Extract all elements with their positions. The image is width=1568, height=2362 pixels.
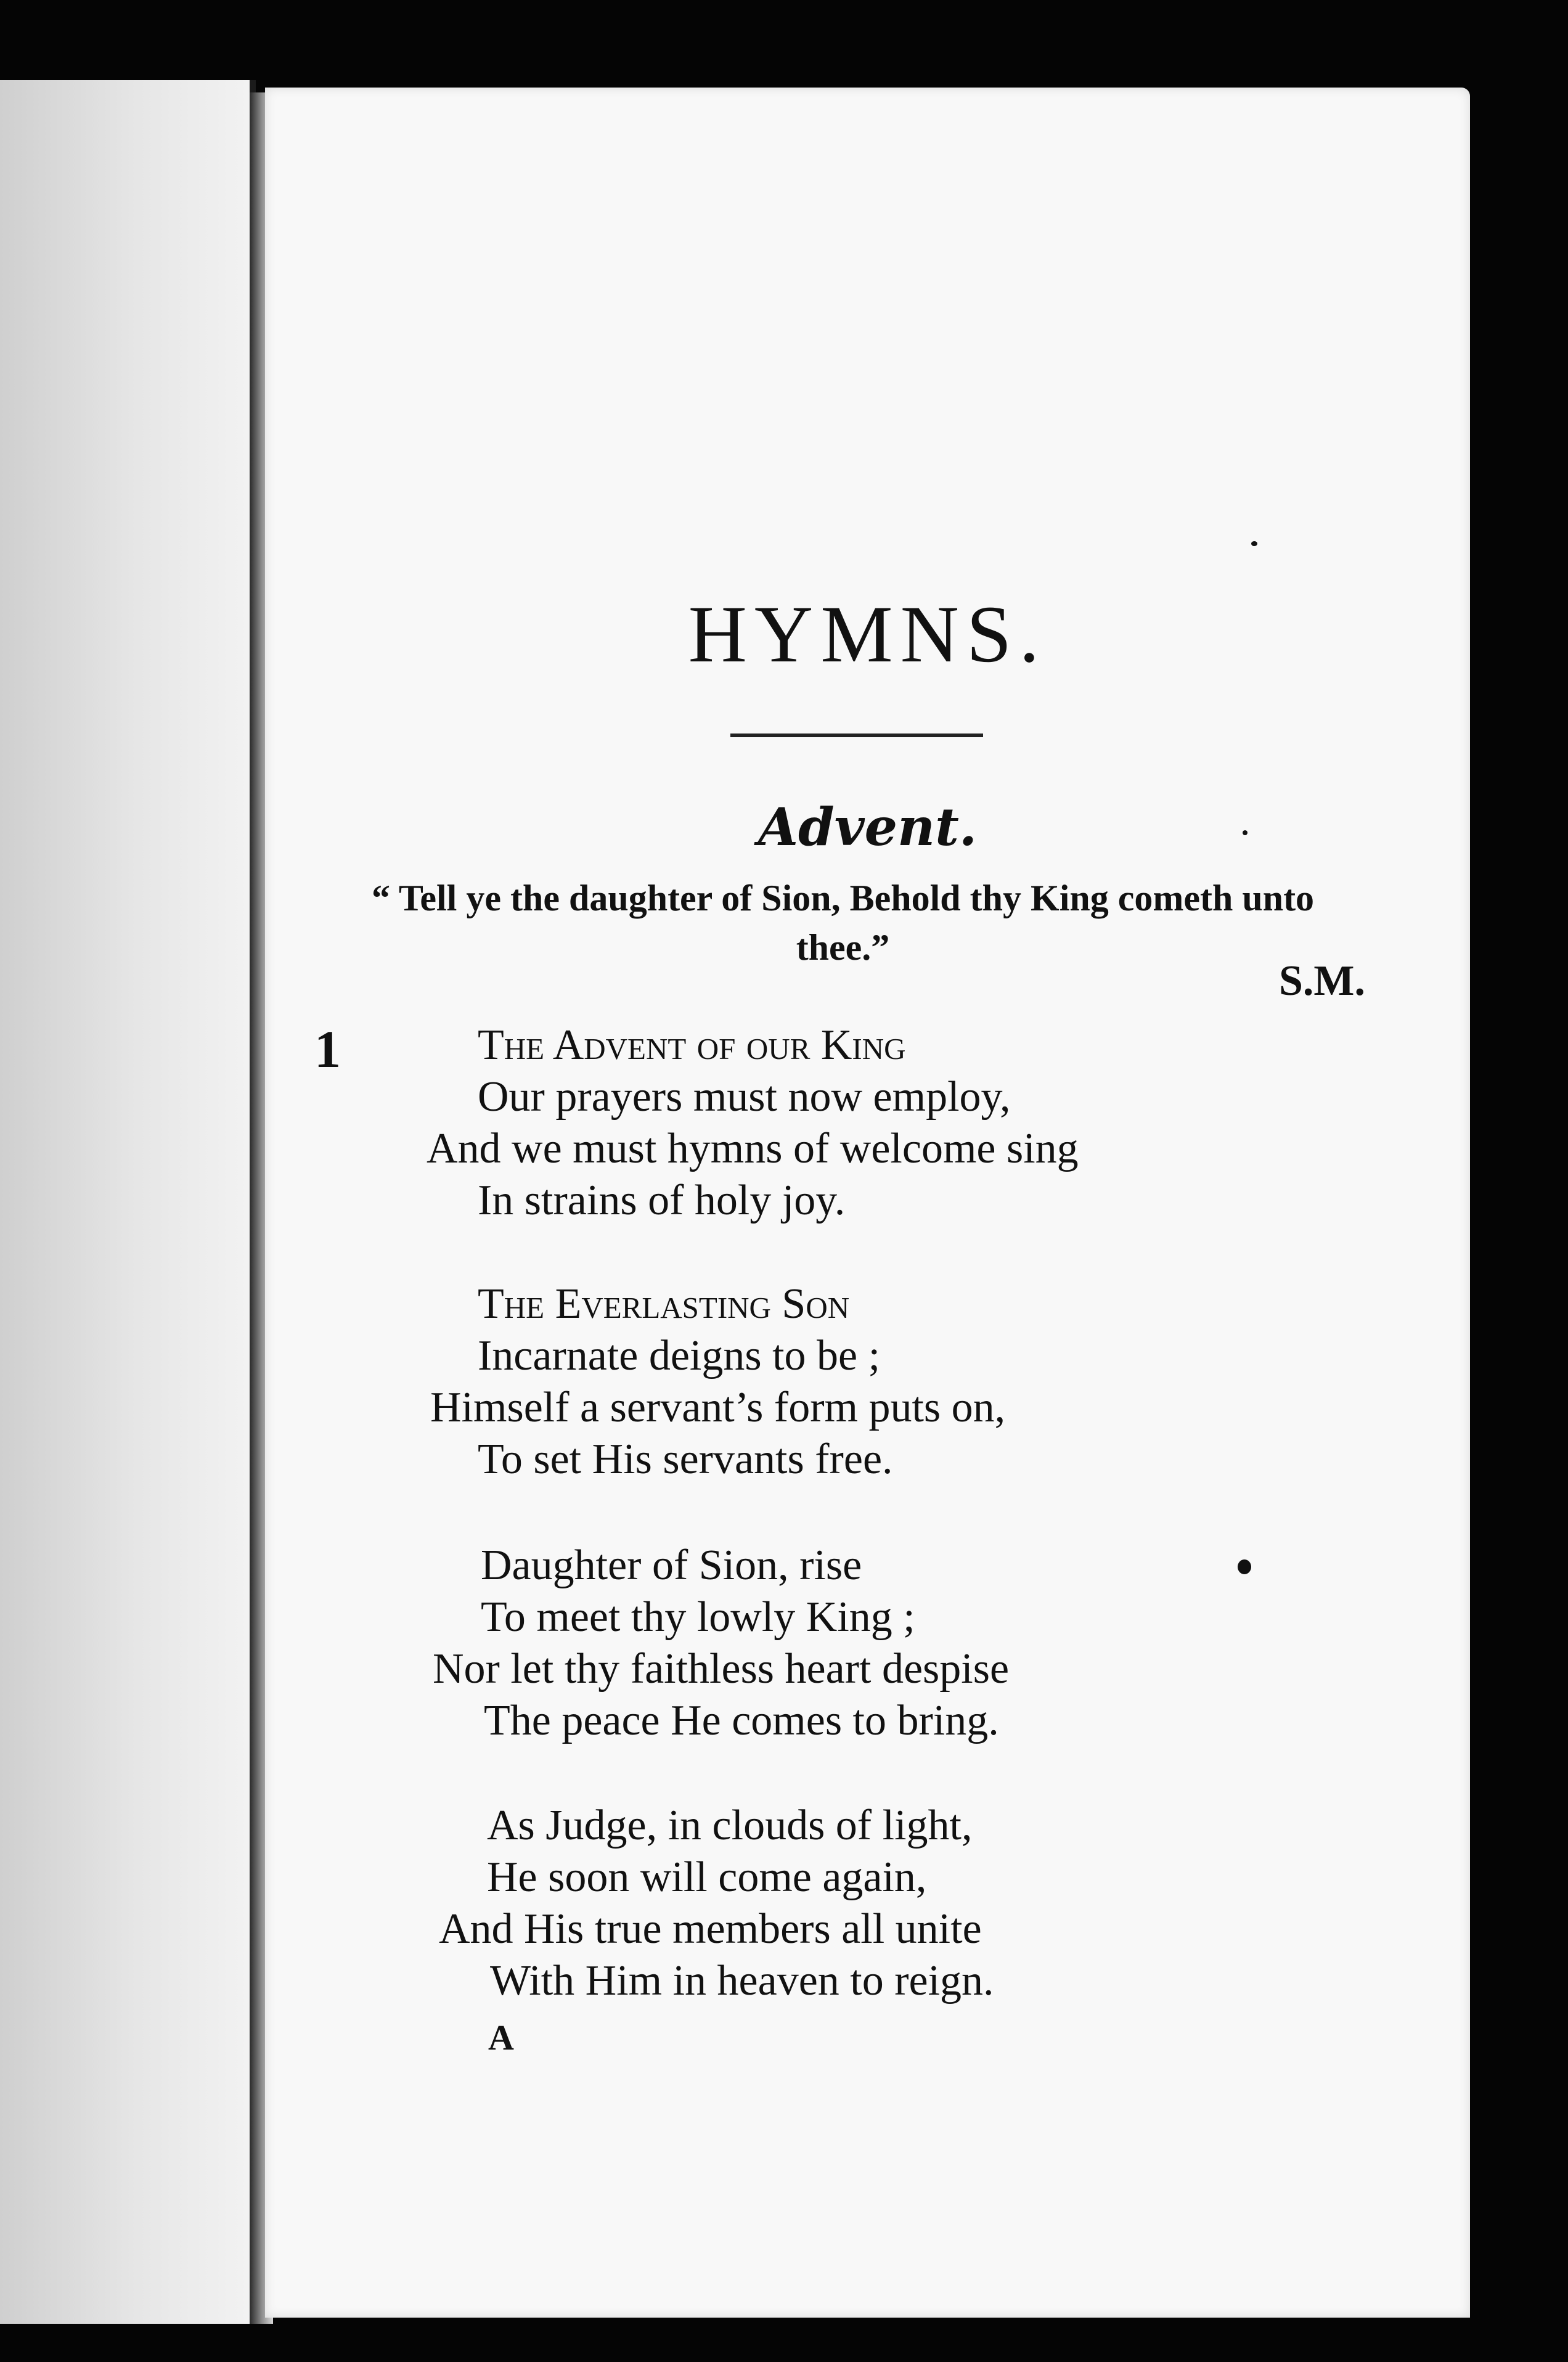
verse-line (478, 1278, 849, 1330)
epigraph: “ Tell ye the daughter of Sion, Behold thy King cometh unto thee.” (371, 878, 1315, 968)
book-page (265, 88, 1470, 2318)
page-title: HYMNS. (688, 589, 1047, 679)
verse-line: To meet thy lowly King ; (481, 1593, 915, 1641)
verse-line: And His true members all unite (439, 1905, 982, 1953)
verse-line: Nor let thy faithless heart despise (433, 1645, 1010, 1693)
verse-line: Himself a servant’s form puts on, (430, 1384, 1006, 1431)
verse-line: As Judge, in clouds of light, (487, 1802, 973, 1849)
hymn-number: 1 (314, 1020, 341, 1079)
ink-speck (1238, 1559, 1251, 1574)
verse-line: In strains of holy joy. (478, 1177, 846, 1224)
verse-line: To set His servants free. (478, 1436, 893, 1483)
verse-line: With Him in heaven to reign. (490, 1957, 994, 2004)
facing-page-edge (0, 80, 256, 2324)
verse-line: And we must hymns of welcome sing (427, 1125, 1079, 1172)
verse-line: Daughter of Sion, rise (481, 1542, 862, 1589)
verse-line-text: The Advent of our King (478, 1021, 906, 1069)
meter-label: S.M. (1279, 957, 1365, 1005)
section-heading: Advent. (757, 796, 978, 857)
verse-line-text: The Everlasting Son (478, 1280, 850, 1328)
verse-line: Our prayers must now employ, (478, 1073, 1011, 1121)
verse-line: The peace He comes to bring. (484, 1697, 999, 1744)
verse-line: Incarnate deigns to be ; (478, 1332, 881, 1379)
signature-mark: A (488, 2017, 514, 2058)
title-rule (730, 734, 983, 737)
verse-line: He soon will come again, (487, 1853, 927, 1901)
ink-speck (1243, 830, 1247, 835)
verse-line (478, 1020, 906, 1071)
ink-speck (1251, 541, 1257, 546)
